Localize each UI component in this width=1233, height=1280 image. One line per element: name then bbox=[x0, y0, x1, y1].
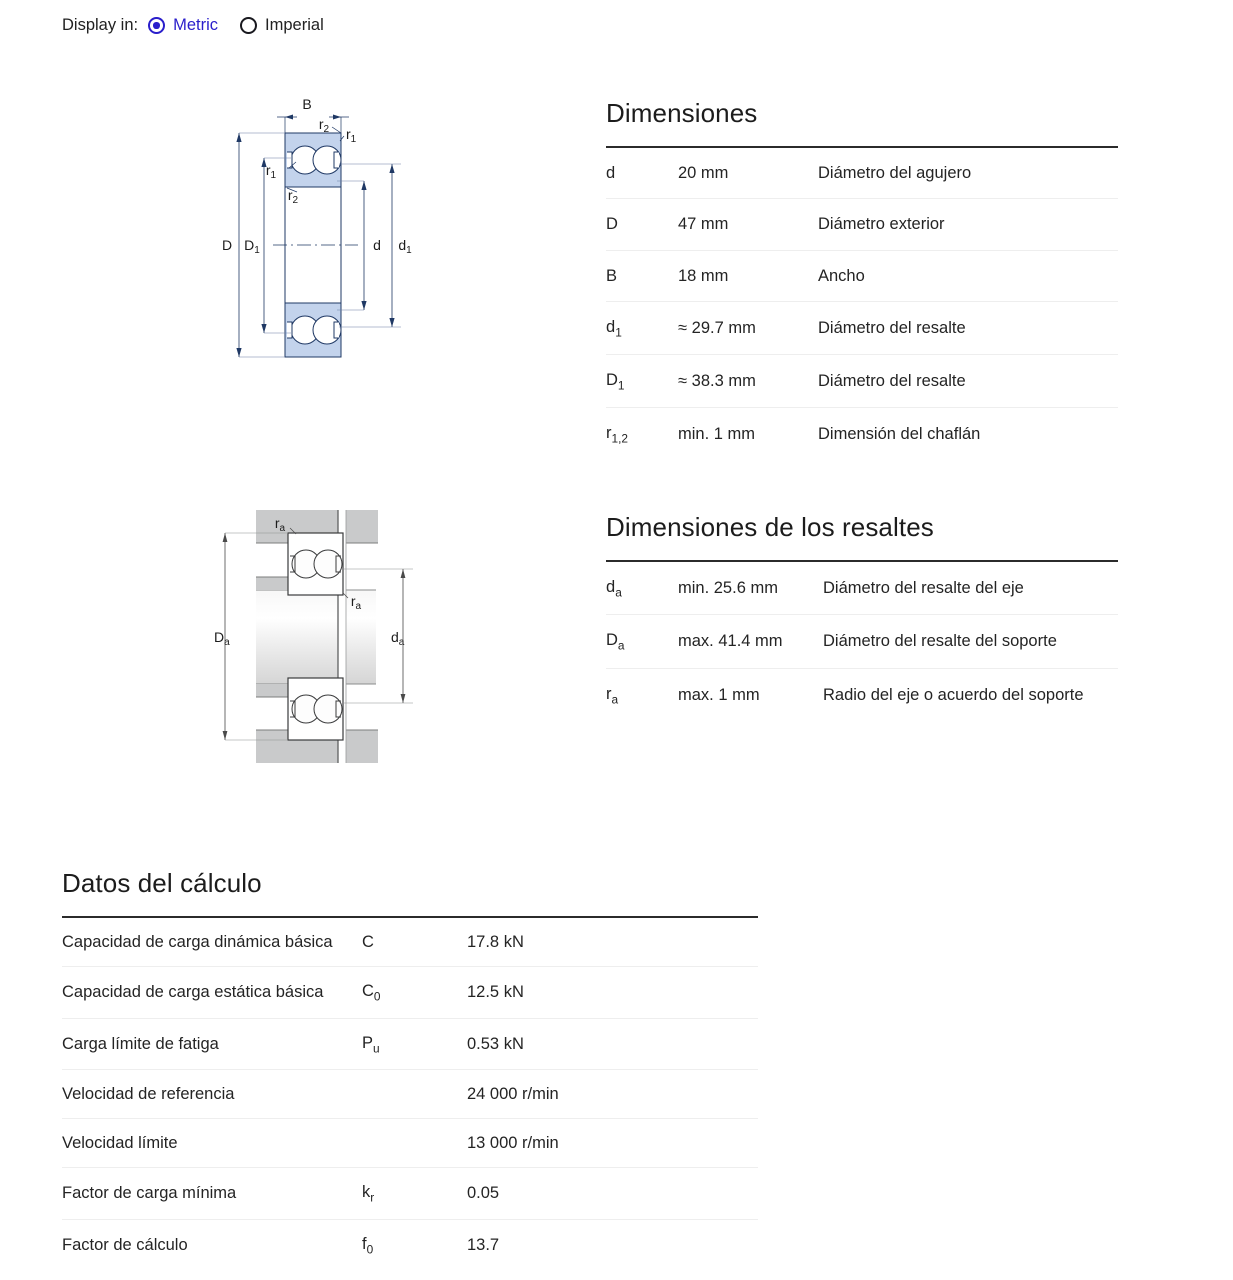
label-r1-left: $r_1$ bbox=[265, 162, 277, 181]
table-row bbox=[606, 301, 1118, 354]
table-row bbox=[62, 1018, 758, 1069]
radio-metric-indicator-icon[interactable] bbox=[148, 17, 165, 34]
radio-metric-label: Metric bbox=[173, 16, 219, 34]
unit-toggle-label: Display in: bbox=[62, 16, 139, 34]
row-description: Diámetro exterior bbox=[818, 199, 1118, 250]
row-value: ≈ 29.7 mm bbox=[678, 301, 818, 354]
table-row bbox=[606, 355, 1118, 408]
row-value: 20 mm bbox=[678, 147, 818, 199]
row-value: 47 mm bbox=[678, 199, 818, 250]
row-symbol bbox=[362, 1119, 467, 1168]
row-symbol bbox=[362, 1069, 467, 1118]
row-symbol: $D_1$ bbox=[606, 355, 678, 408]
row-symbol: C bbox=[362, 917, 467, 967]
row-symbol: $d_1$ bbox=[606, 301, 678, 354]
row-name: Factor de carga mínima bbox=[62, 1168, 362, 1219]
label-D1: $D_1$ bbox=[244, 237, 260, 256]
abutment-table-body bbox=[606, 561, 1118, 721]
row-symbol: $k_r$ bbox=[362, 1168, 467, 1219]
abutment-dimensions-svg bbox=[208, 502, 443, 792]
table-row bbox=[606, 668, 1118, 721]
radio-metric[interactable] bbox=[148, 16, 218, 35]
abutment-dimensions-diagram bbox=[208, 502, 443, 792]
table-row bbox=[606, 615, 1118, 668]
row-description: Diámetro del resalte bbox=[818, 355, 1118, 408]
row-value: max. 41.4 mm bbox=[678, 615, 823, 668]
row-symbol: $r_a$ bbox=[606, 684, 619, 706]
unit-system-toggle bbox=[62, 16, 324, 35]
row-name: Velocidad de referencia bbox=[62, 1069, 362, 1118]
calculation-title: Datos del cálculo bbox=[62, 868, 262, 898]
row-value: 13.7 bbox=[467, 1235, 500, 1254]
row-symbol: $D_a$ bbox=[606, 615, 678, 668]
row-name: Factor de cálculo bbox=[62, 1235, 188, 1254]
row-description: Diámetro del agujero bbox=[818, 147, 1118, 199]
row-description: Diámetro del resalte bbox=[818, 301, 1118, 354]
row-value: 0.53 kN bbox=[467, 1018, 758, 1069]
row-value: ≈ 38.3 mm bbox=[678, 355, 818, 408]
label-ra-top: $r_a$ bbox=[274, 515, 286, 534]
calculation-section bbox=[62, 868, 758, 1270]
table-row bbox=[62, 1069, 758, 1118]
row-value: min. 1 mm bbox=[678, 425, 756, 444]
calculation-table bbox=[62, 916, 758, 1270]
row-value: 24 000 r/min bbox=[467, 1069, 758, 1118]
row-symbol: d bbox=[606, 147, 678, 199]
row-symbol: B bbox=[606, 250, 678, 301]
radio-imperial-label: Imperial bbox=[265, 16, 324, 34]
abutment-title: Dimensiones de los resaltes bbox=[606, 512, 934, 542]
label-r1-top: $r_1$ bbox=[346, 126, 357, 145]
label-d1: $d_1$ bbox=[398, 237, 412, 256]
radio-imperial[interactable] bbox=[240, 16, 324, 35]
table-row bbox=[606, 147, 1118, 199]
table-row bbox=[606, 408, 1118, 461]
dimensions-section bbox=[606, 98, 1118, 461]
row-value: 18 mm bbox=[678, 250, 818, 301]
dimensions-title: Dimensiones bbox=[606, 98, 758, 128]
row-symbol: $C_0$ bbox=[362, 967, 467, 1018]
radio-imperial-indicator-icon[interactable] bbox=[240, 17, 257, 34]
row-symbol: $P_u$ bbox=[362, 1018, 467, 1069]
table-row bbox=[62, 1219, 758, 1270]
row-name: Capacidad de carga dinámica básica bbox=[62, 917, 362, 967]
label-ra-right: $r_a$ bbox=[350, 593, 362, 612]
row-description: Diámetro del resalte del soporte bbox=[823, 615, 1118, 668]
table-row bbox=[62, 967, 758, 1018]
row-value: 17.8 kN bbox=[467, 917, 758, 967]
row-value: max. 1 mm bbox=[678, 685, 760, 704]
label-Da: $D_a$ bbox=[214, 629, 230, 648]
row-description: Radio del eje o acuerdo del soporte bbox=[823, 685, 1084, 704]
calculation-table-body bbox=[62, 917, 758, 1270]
row-description: Dimensión del chaflán bbox=[818, 425, 981, 444]
row-description: Diámetro del resalte del eje bbox=[823, 561, 1118, 615]
row-symbol: $r_{1,2}$ bbox=[606, 424, 629, 446]
dimensions-table-body bbox=[606, 147, 1118, 461]
row-name: Velocidad límite bbox=[62, 1119, 362, 1168]
label-r2-left: $r_2$ bbox=[287, 187, 299, 206]
table-row bbox=[62, 1119, 758, 1168]
bearing-dimensions-diagram bbox=[213, 84, 443, 384]
label-d: d bbox=[373, 237, 381, 253]
dimensions-table bbox=[606, 146, 1118, 461]
abutment-table bbox=[606, 560, 1118, 721]
row-symbol: D bbox=[606, 199, 678, 250]
table-row bbox=[62, 917, 758, 967]
row-name: Carga límite de fatiga bbox=[62, 1018, 362, 1069]
table-row bbox=[606, 561, 1118, 615]
table-row bbox=[62, 1168, 758, 1219]
row-symbol: $f_0$ bbox=[362, 1234, 374, 1257]
label-B: B bbox=[302, 96, 312, 112]
row-value: 0.05 bbox=[467, 1168, 758, 1219]
row-value: 12.5 kN bbox=[467, 967, 758, 1018]
row-symbol: $d_a$ bbox=[606, 561, 678, 615]
row-value: 13 000 r/min bbox=[467, 1119, 758, 1168]
abutment-section bbox=[606, 512, 1118, 721]
row-description: Ancho bbox=[818, 250, 1118, 301]
label-r2-top: $r_2$ bbox=[318, 116, 330, 135]
table-row bbox=[606, 199, 1118, 250]
label-D: D bbox=[221, 237, 233, 253]
row-name: Capacidad de carga estática básica bbox=[62, 967, 362, 1018]
table-row bbox=[606, 250, 1118, 301]
row-value: min. 25.6 mm bbox=[678, 561, 823, 615]
bearing-dimensions-svg bbox=[213, 84, 443, 384]
label-da: $d_a$ bbox=[391, 629, 405, 648]
